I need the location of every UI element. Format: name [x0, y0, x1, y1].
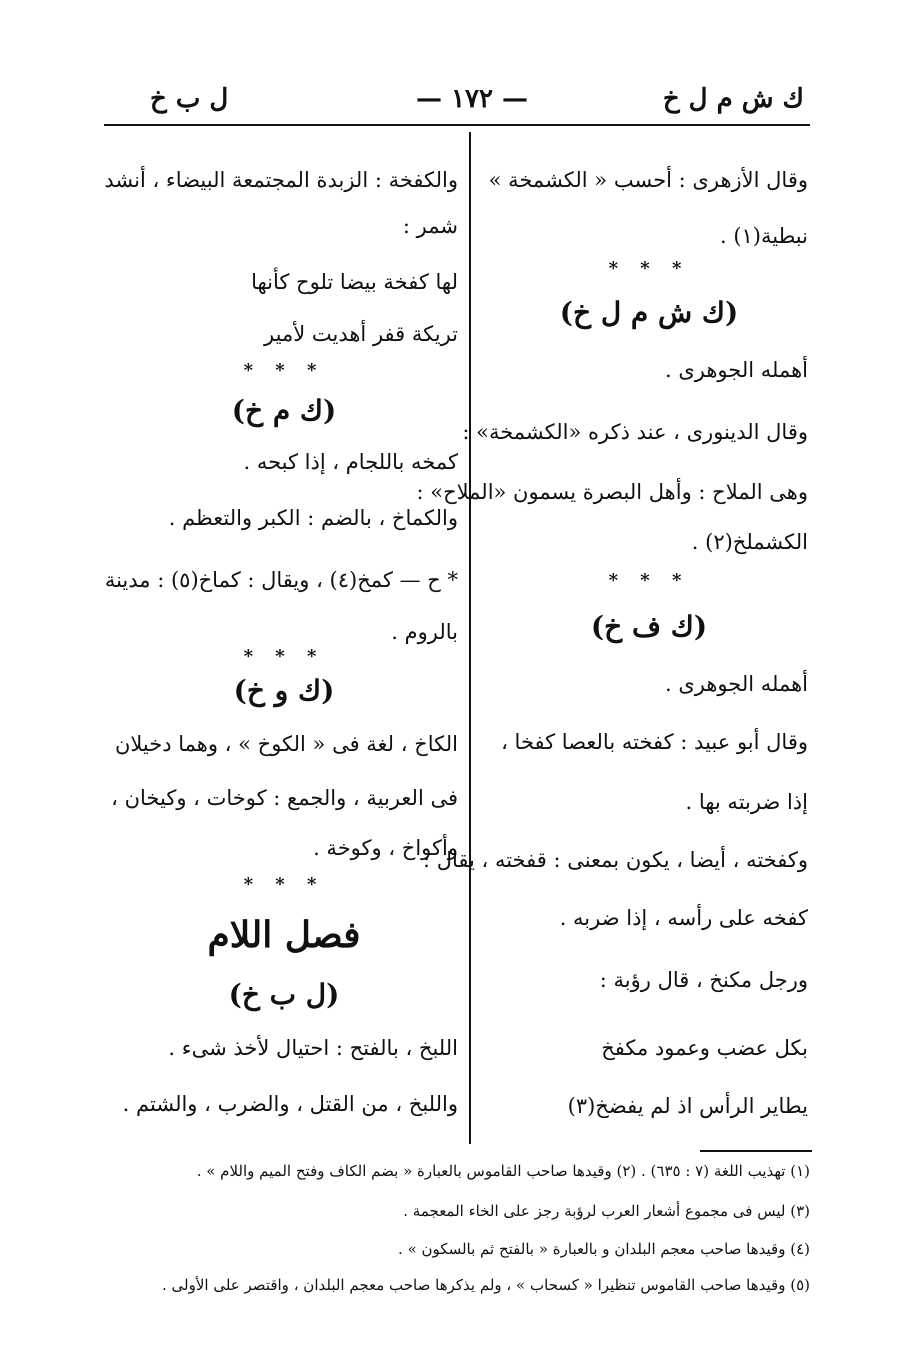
text-line: * ح — كمخ(٤) ، ويقال : كماخ(٥) : مدينة — [104, 568, 458, 592]
header-root-left: ل ب خ — [150, 84, 229, 114]
text-line: وهى الملاح : وأهل البصرة يسمون «الملاح» : — [416, 480, 808, 504]
column-divider — [469, 132, 471, 1144]
text-line: الكشملخ(٢) . — [691, 530, 808, 554]
text-line: أهمله الجوهرى . — [664, 358, 808, 382]
text-line: نبطية(١) . — [719, 224, 808, 248]
text-line: وقال الدينورى ، عند ذكره «الكشمخة» : — [462, 420, 808, 444]
text-line: بالروم . — [391, 620, 458, 644]
separator-stars: * * * — [608, 258, 690, 279]
footnote: (١) تهذيب اللغة (٧ : ٦٣٥) . (٢) وقيدها صاحب القاموس بالعبارة « بضم الكاف وفتح الميم واللام » . — [196, 1162, 810, 1180]
separator-stars: * * * — [243, 874, 325, 895]
separator-stars: * * * — [243, 646, 325, 667]
text-line: الكاخ ، لغة فى « الكوخ » ، وهما دخيلان — [114, 732, 458, 756]
page-header — [104, 84, 804, 120]
text-line: كمخه باللجام ، إذا كبحه . — [243, 450, 458, 474]
text-line: اللبخ ، بالفتح : احتيال لأخذ شىء . — [168, 1036, 458, 1060]
entry-heading: (ك و خ) — [233, 674, 335, 707]
text-line: وكفخته ، أيضا ، يكون بمعنى : قفخته ، يقال : — [422, 848, 808, 872]
separator-stars: * * * — [608, 570, 690, 591]
text-line: فى العربية ، والجمع : كوخات ، وكيخان ، — [111, 786, 458, 810]
entry-heading: (ك ف خ) — [590, 610, 708, 643]
text-line: وقال أبو عبيد : كفخته بالعصا كفخا ، — [501, 730, 808, 754]
text-line: إذا ضربته بها . — [685, 790, 808, 814]
verse-line: تريكة قفر أهديت لأمير — [264, 322, 458, 346]
text-line: ورجل مكنخ ، قال رؤبة : — [599, 968, 808, 992]
text-line: كفخه على رأسه ، إذا ضربه . — [559, 906, 808, 930]
separator-stars: * * * — [243, 360, 325, 381]
text-line: والكماخ ، بالضم : الكبر والتعظم . — [168, 506, 458, 530]
entry-heading: (ك م خ) — [231, 394, 337, 427]
section-title: فصل اللام — [207, 914, 361, 956]
entry-heading: (ك ش م ل خ) — [559, 296, 739, 329]
verse-line: لها كفخة بيضا تلوح كأنها — [251, 270, 458, 294]
text-line: والكفخة : الزبدة المجتمعة البيضاء ، أنشد — [104, 168, 458, 192]
header-root-right: ك ش م ل خ — [662, 84, 804, 114]
verse-line: يطاير الرأس اذ لم يفضخ(٣) — [567, 1094, 808, 1118]
footnote: (٣) ليس فى مجموع أشعار العرب لرؤبة رجز على الخاء المعجمة . — [403, 1202, 810, 1220]
footnote-rule — [700, 1150, 812, 1152]
page-number: — ١٧٢ — — [416, 84, 529, 114]
text-line: أهمله الجوهرى . — [664, 672, 808, 696]
text-line: واللبخ ، من القتل ، والضرب ، والشتم . — [122, 1092, 458, 1116]
text-line: وقال الأزهرى : أحسب « الكشمخة » — [488, 168, 808, 192]
entry-heading: (ل ب خ) — [228, 978, 340, 1011]
footnote: (٤) وقيدها صاحب معجم البلدان و بالعبارة « بالفتح ثم بالسكون » . — [398, 1240, 810, 1258]
text-line: شمر : — [402, 214, 458, 238]
verse-line: بكل عضب وعمود مكفخ — [601, 1036, 808, 1060]
header-rule — [104, 124, 810, 126]
text-line: وأكواخ ، وكوخة . — [313, 836, 458, 860]
footnote: (٥) وقيدها صاحب القاموس تنظيرا « كسحاب » ، ولم يذكرها صاحب معجم البلدان ، واقتصر على الأولى . — [162, 1276, 810, 1294]
